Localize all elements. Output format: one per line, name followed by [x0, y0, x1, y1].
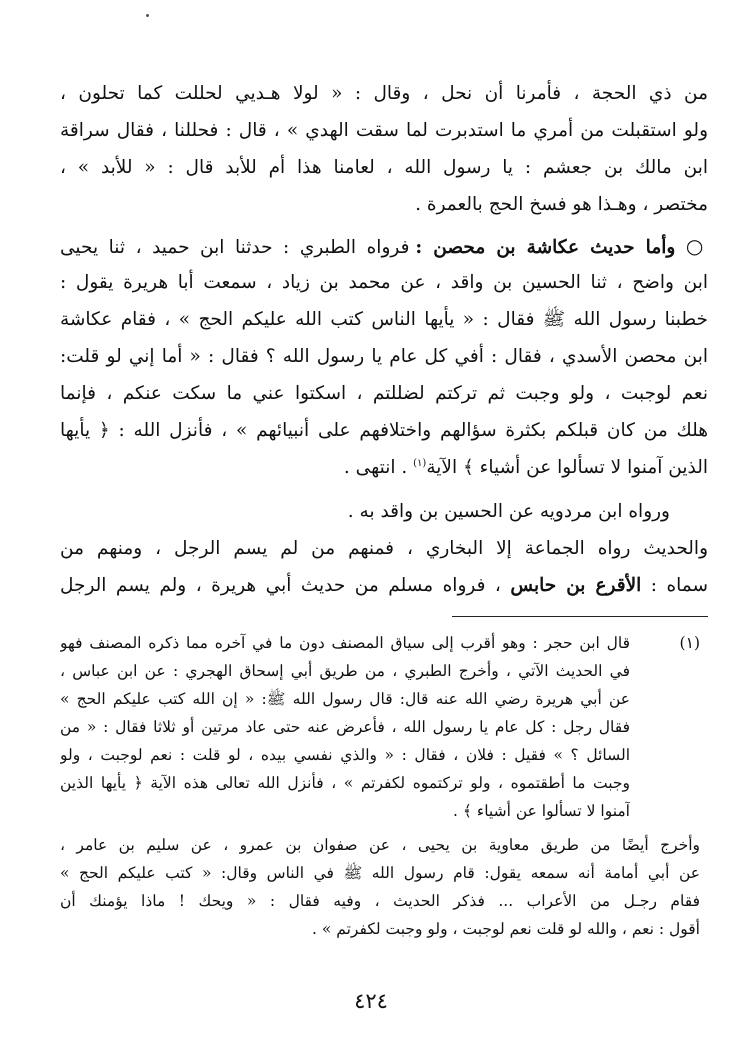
page-speck	[146, 14, 149, 17]
footnote-line: السائل ؟ » فقيل : فلان ، فقال : « والذي نفسي بيده ، لو قلت : نعم لوجبت ، ولو	[60, 746, 630, 764]
footnote-line: أقول : نعم ، والله لو قلت نعم لوجبت ، ولو وجبت لكفرتم » .	[312, 920, 700, 938]
bold-name: الأقرع بن حابس	[510, 575, 642, 596]
verse-text: الذين آمنوا لا تسألوا عن أشياء ﴾ الآية	[426, 457, 708, 478]
section-heading-line	[60, 228, 708, 264]
footnote-line: في الحديث الآتي ، وأخرج الطبري ، من طريق أبي إسحاق الهجري : عن ابن عباس ،	[60, 662, 630, 680]
main-text-line: ولو استقبلت من أمري ما استدبرت لما سقت الهدي » ، قال : فحللنا ، فقال سراقة	[60, 120, 708, 141]
last-lead: سماه :	[641, 575, 708, 596]
verse-line	[60, 450, 708, 486]
footnote-line: عن أبي أمامة أنه سمعه يقول: قام رسول الله ﷺ في الناس وقال: « كتب عليكم الحج »	[60, 864, 700, 882]
main-text-line: ورواه ابن مردويه عن الحسين بن واقد به .	[347, 501, 670, 522]
footnote-line: آمنوا لا تسألوا عن أشياء ﴾ .	[453, 802, 630, 820]
main-text-line: هلك من كان قبلكم بكثرة سؤالهم واختلافهم على أنبيائهم » ، فأنزل الله : ﴿ يأيها	[60, 420, 708, 441]
footnote-divider	[452, 616, 708, 617]
heading-continuation: فرواه الطبري : حدثنا ابن حميد ، ثنا يحيى	[60, 237, 416, 258]
last-main-line	[60, 568, 708, 604]
footnote-line: قال ابن حجر : وهو أقرب إلى سياق المصنف دون ما في آخره مما ذكره المصنف فهو	[60, 634, 630, 652]
main-text-line: والحديث رواه الجماعة إلا البخاري ، فمنهم من لم يسم الرجل ، ومنهم من	[60, 538, 708, 559]
footnote-line: فقال رجل : كل عام يا رسول الله ، فأعرض عنه حتى عاد مرتين أو ثلاثا فقال : « من	[60, 718, 630, 736]
main-text-line: مختصر ، وهـذا هو فسخ الحج بالعمرة .	[415, 194, 708, 215]
footnote-line: عن أبي هريرة رضي الله عنه قال: قال رسول الله ﷺ: « إن الله كتب عليكم الحج »	[60, 690, 630, 708]
verse-end: . انتهى .	[343, 457, 414, 478]
footnote-number: (١)	[679, 634, 700, 652]
footnote-ref[interactable]: (١)	[413, 457, 427, 469]
main-text-line: ابن مالك بن جعشم : يا رسول الله ، لعامنا هذا أم للأبد قال : « للأبد » ،	[60, 157, 708, 178]
section-heading: وأما حديث عكاشة بن محصن :	[415, 237, 676, 258]
main-text-line: ابن واضح ، ثنا الحسين بن واقد ، عن محمد بن زياد ، سمعت أبا هريرة يقول :	[60, 272, 708, 293]
footnote-line: وجبت ما أطقتموه ، ولو تركتموه لكفرتم » ، فأنزل الله تعالى هذه الآية ﴿ يأيها الذين	[60, 774, 630, 792]
last-rest: ، فرواه مسلم من حديث أبي هريرة ، ولم يسم الرجل	[60, 575, 511, 596]
footnote-line: وأخرج أيضًا من طريق معاوية بن يحيى ، عن صفوان بن عمرو ، عن سليم بن عامر ،	[60, 836, 700, 854]
circle-marker-icon: ○	[685, 234, 708, 258]
page-number: ٤٢٤	[354, 989, 388, 1013]
main-text-line: نعم لوجبت ، ولو وجبت ثم تركتم لضللتم ، اسكتوا عني ما سكت عنكم ، فإنما	[60, 383, 708, 404]
footnote-line: فقام رجـل من الأعراب ... فذكر الحديث ، وفيه فقال : « ويحك ! ماذا يؤمنك أن	[60, 892, 700, 910]
main-text-line: ابن محصن الأسدي ، فقال : أفي كل عام يا رسول الله ؟ فقال : « أما إني لو قلت:	[60, 346, 708, 367]
main-text-line: خطبنا رسول الله ﷺ فقال : « يأيها الناس كتب الله عليكم الحج » ، فقام عكاشة	[60, 309, 708, 330]
main-text-line: من ذي الحجة ، فأمرنا أن نحل ، وقال : « لولا هـديي لحللت كما تحلون ،	[60, 83, 708, 104]
